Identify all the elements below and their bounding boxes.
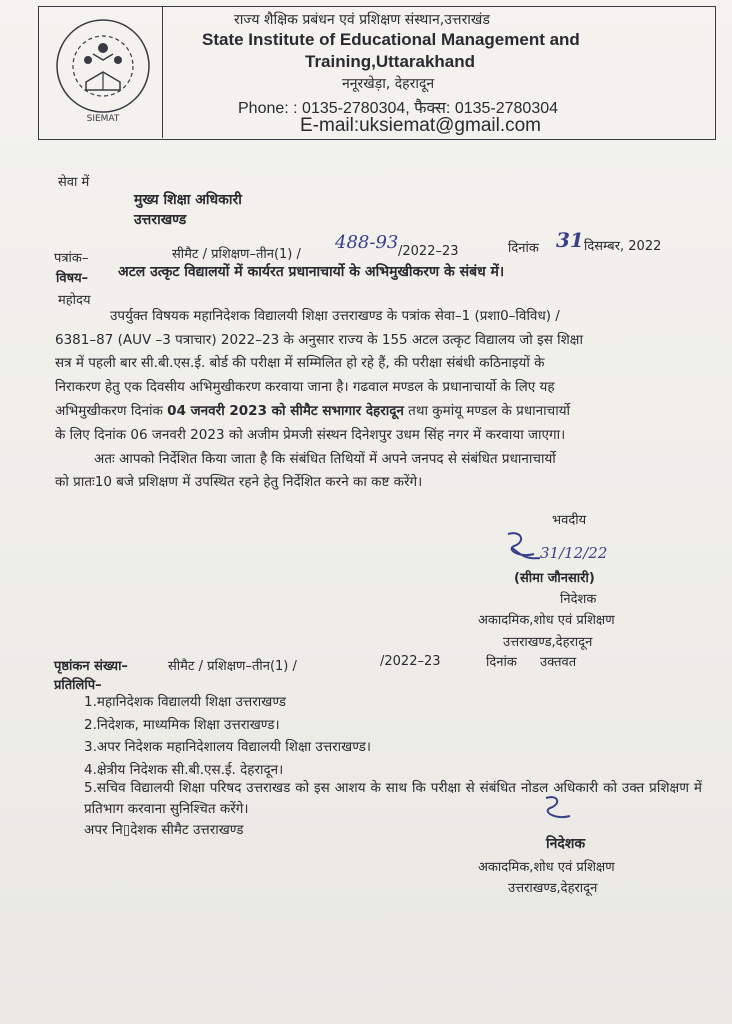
copy-label: प्रतिलिपि– <box>54 678 102 693</box>
logo-text: SIEMAT <box>86 114 120 124</box>
signatory-name: (सीमा जौनसारी) <box>514 571 595 586</box>
copy-item-5: 5.सचिव विद्यालयी शिक्षा परिषद उत्तराखड को इस आशय के साथ कि परीक्षा से संबंधित नोडल अधिकारी को उक्त प्रशिक्षण में प्रतिभाग करवाना सुनिश्चित करेंगे। <box>84 780 702 817</box>
para1-line6: के लिए दिनांक 06 जनवरी 2023 को अजीम प्रेमजी संस्थन दिनेशपुर उधम सिंह नगर में करवाया जाएगा। <box>55 427 566 443</box>
endorsement-signatory-place: उत्तराखण्ड,देहरादून <box>508 881 598 896</box>
institute-email: E-mail:uksiemat@gmail.com <box>300 115 542 136</box>
ref-number-handwritten: 488-93 <box>335 232 399 253</box>
ref-prefix: सीमैट / प्रशिक्षण–तीन(1) / <box>172 247 301 262</box>
date-day-handwritten: 31 <box>556 228 584 252</box>
para1-line4: निराकरण हेतु एक दिवसीय अभिमुखीकरण करवाया जाना है। गढवाल मण्डल के प्रधानाचार्यो के लिए यह <box>55 379 555 395</box>
para1-line1: उपर्युक्त विषयक महानिदेशक विद्यालयी शिक्षा उत्तराखण्ड के पत्रांक सेवा–1 (प्रशा0–विविध) / <box>110 308 560 324</box>
institute-name-english-line2: Training,Uttarakhand <box>305 52 476 71</box>
ref-suffix: /2022–23 <box>398 244 459 259</box>
endorsement-signature-icon <box>538 792 578 826</box>
copy-item-4: 4.क्षेत्रीय निदेशक सी.बी.एस.ई. देहरादून। <box>84 762 284 778</box>
para1-line2: 6381–87 (AUV –3 पत्राचार) 2022–23 के अनुसार राज्य के 155 अटल उत्कृट विद्यालय जो इस शिक्षा <box>55 332 583 348</box>
recipient-place: उत्तराखण्ड <box>134 212 187 228</box>
institute-phone: Phone: : 0135-2780304, फैक्स: 0135-2780304 <box>238 100 559 117</box>
copy-item-2: 2.निदेशक, माध्यमिक शिक्षा उत्तराखण्ड। <box>84 717 280 733</box>
siemat-logo-icon <box>48 14 158 126</box>
to-label: सेवा में <box>58 175 90 190</box>
endorsement-date-label: दिनांक <box>486 655 517 670</box>
endorsement-date-value: उक्तवत <box>540 655 577 670</box>
recipient-title: मुख्य शिक्षा अधिकारी <box>134 192 242 208</box>
subject-label: विषय– <box>56 271 89 286</box>
date-label: दिनांक <box>508 241 539 256</box>
signatory-place: उत्तराखण्ड,देहरादून <box>503 635 593 650</box>
para1-line5-a: अभिमुखीकरण दिनांक <box>55 403 168 419</box>
copy-item-3: 3.अपर निदेशक महानिदेशालय विद्यालयी शिक्षा उत्तराखण्ड। <box>84 739 371 755</box>
copy-item-6: अपर नि▯देशक सीमैट उत्तराखण्ड <box>84 822 244 838</box>
subject-text: अटल उत्कृट विद्यालयों में कार्यरत प्रधानाचार्यो के अभिमुखीकरण के संबंध में। <box>118 264 505 280</box>
date-rest: दिसम्बर, 2022 <box>584 239 662 254</box>
signature-date-handwritten: 31/12/22 <box>540 544 608 562</box>
signatory-dept: अकादमिक,शोध एवं प्रशिक्षण <box>478 613 615 628</box>
closing: भवदीय <box>552 513 587 528</box>
endorsement-signatory-dept: अकादमिक,शोध एवं प्रशिक्षण <box>478 860 615 875</box>
para1-line5-bold: 04 जनवरी 2023 को सीमैट सभागार देहरादून <box>167 403 404 419</box>
para2-line2: को प्रातः10 बजे प्रशिक्षण में उपस्थित रहने हेतु निर्देशित करने का कष्ट करेंगे। <box>55 474 423 490</box>
ref-label: पत्रांक– <box>54 251 89 266</box>
institute-name-english-line1: State Institute of Educational Management and <box>202 30 580 49</box>
endorsement-ref-suffix: /2022–23 <box>380 654 441 669</box>
signatory-title: निदेशक <box>560 592 597 607</box>
salutation: महोदय <box>58 293 91 308</box>
para2-line1: अतः आपको निर्देशित किया जाता है कि संबंधित तिथियों में अपने जनपद से संबंधित प्रधानाचार्यो <box>94 451 556 467</box>
copy-item-1: 1.महानिदेशक विद्यालयी शिक्षा उत्तराखण्ड <box>84 694 286 710</box>
institute-address: ननूरखेड़ा, देहरादून <box>342 76 435 92</box>
endorsement-ref-prefix: सीमैट / प्रशिक्षण–तीन(1) / <box>168 659 297 674</box>
para1-line3: सत्र में पहली बार सी.बी.एस.ई. बोर्ड की परीक्षा में सम्मिलित हो रहे हैं, की परीक्षा संबंधी कठिनाइयों के <box>55 355 545 371</box>
endorsement-signatory-title: निदेशक <box>546 836 586 852</box>
para1-line5 <box>55 401 570 419</box>
letterhead-divider <box>162 6 163 138</box>
institute-name-hindi: राज्य शैक्षिक प्रबंधन एवं प्रशिक्षण संस्थान,उत्तराखंड <box>234 12 490 28</box>
para1-line5-c: तथा कुमांयू मण्डल के प्रधानाचार्यो <box>403 403 571 419</box>
endorsement-label: पृष्ठांकन संख्या– <box>54 659 128 674</box>
